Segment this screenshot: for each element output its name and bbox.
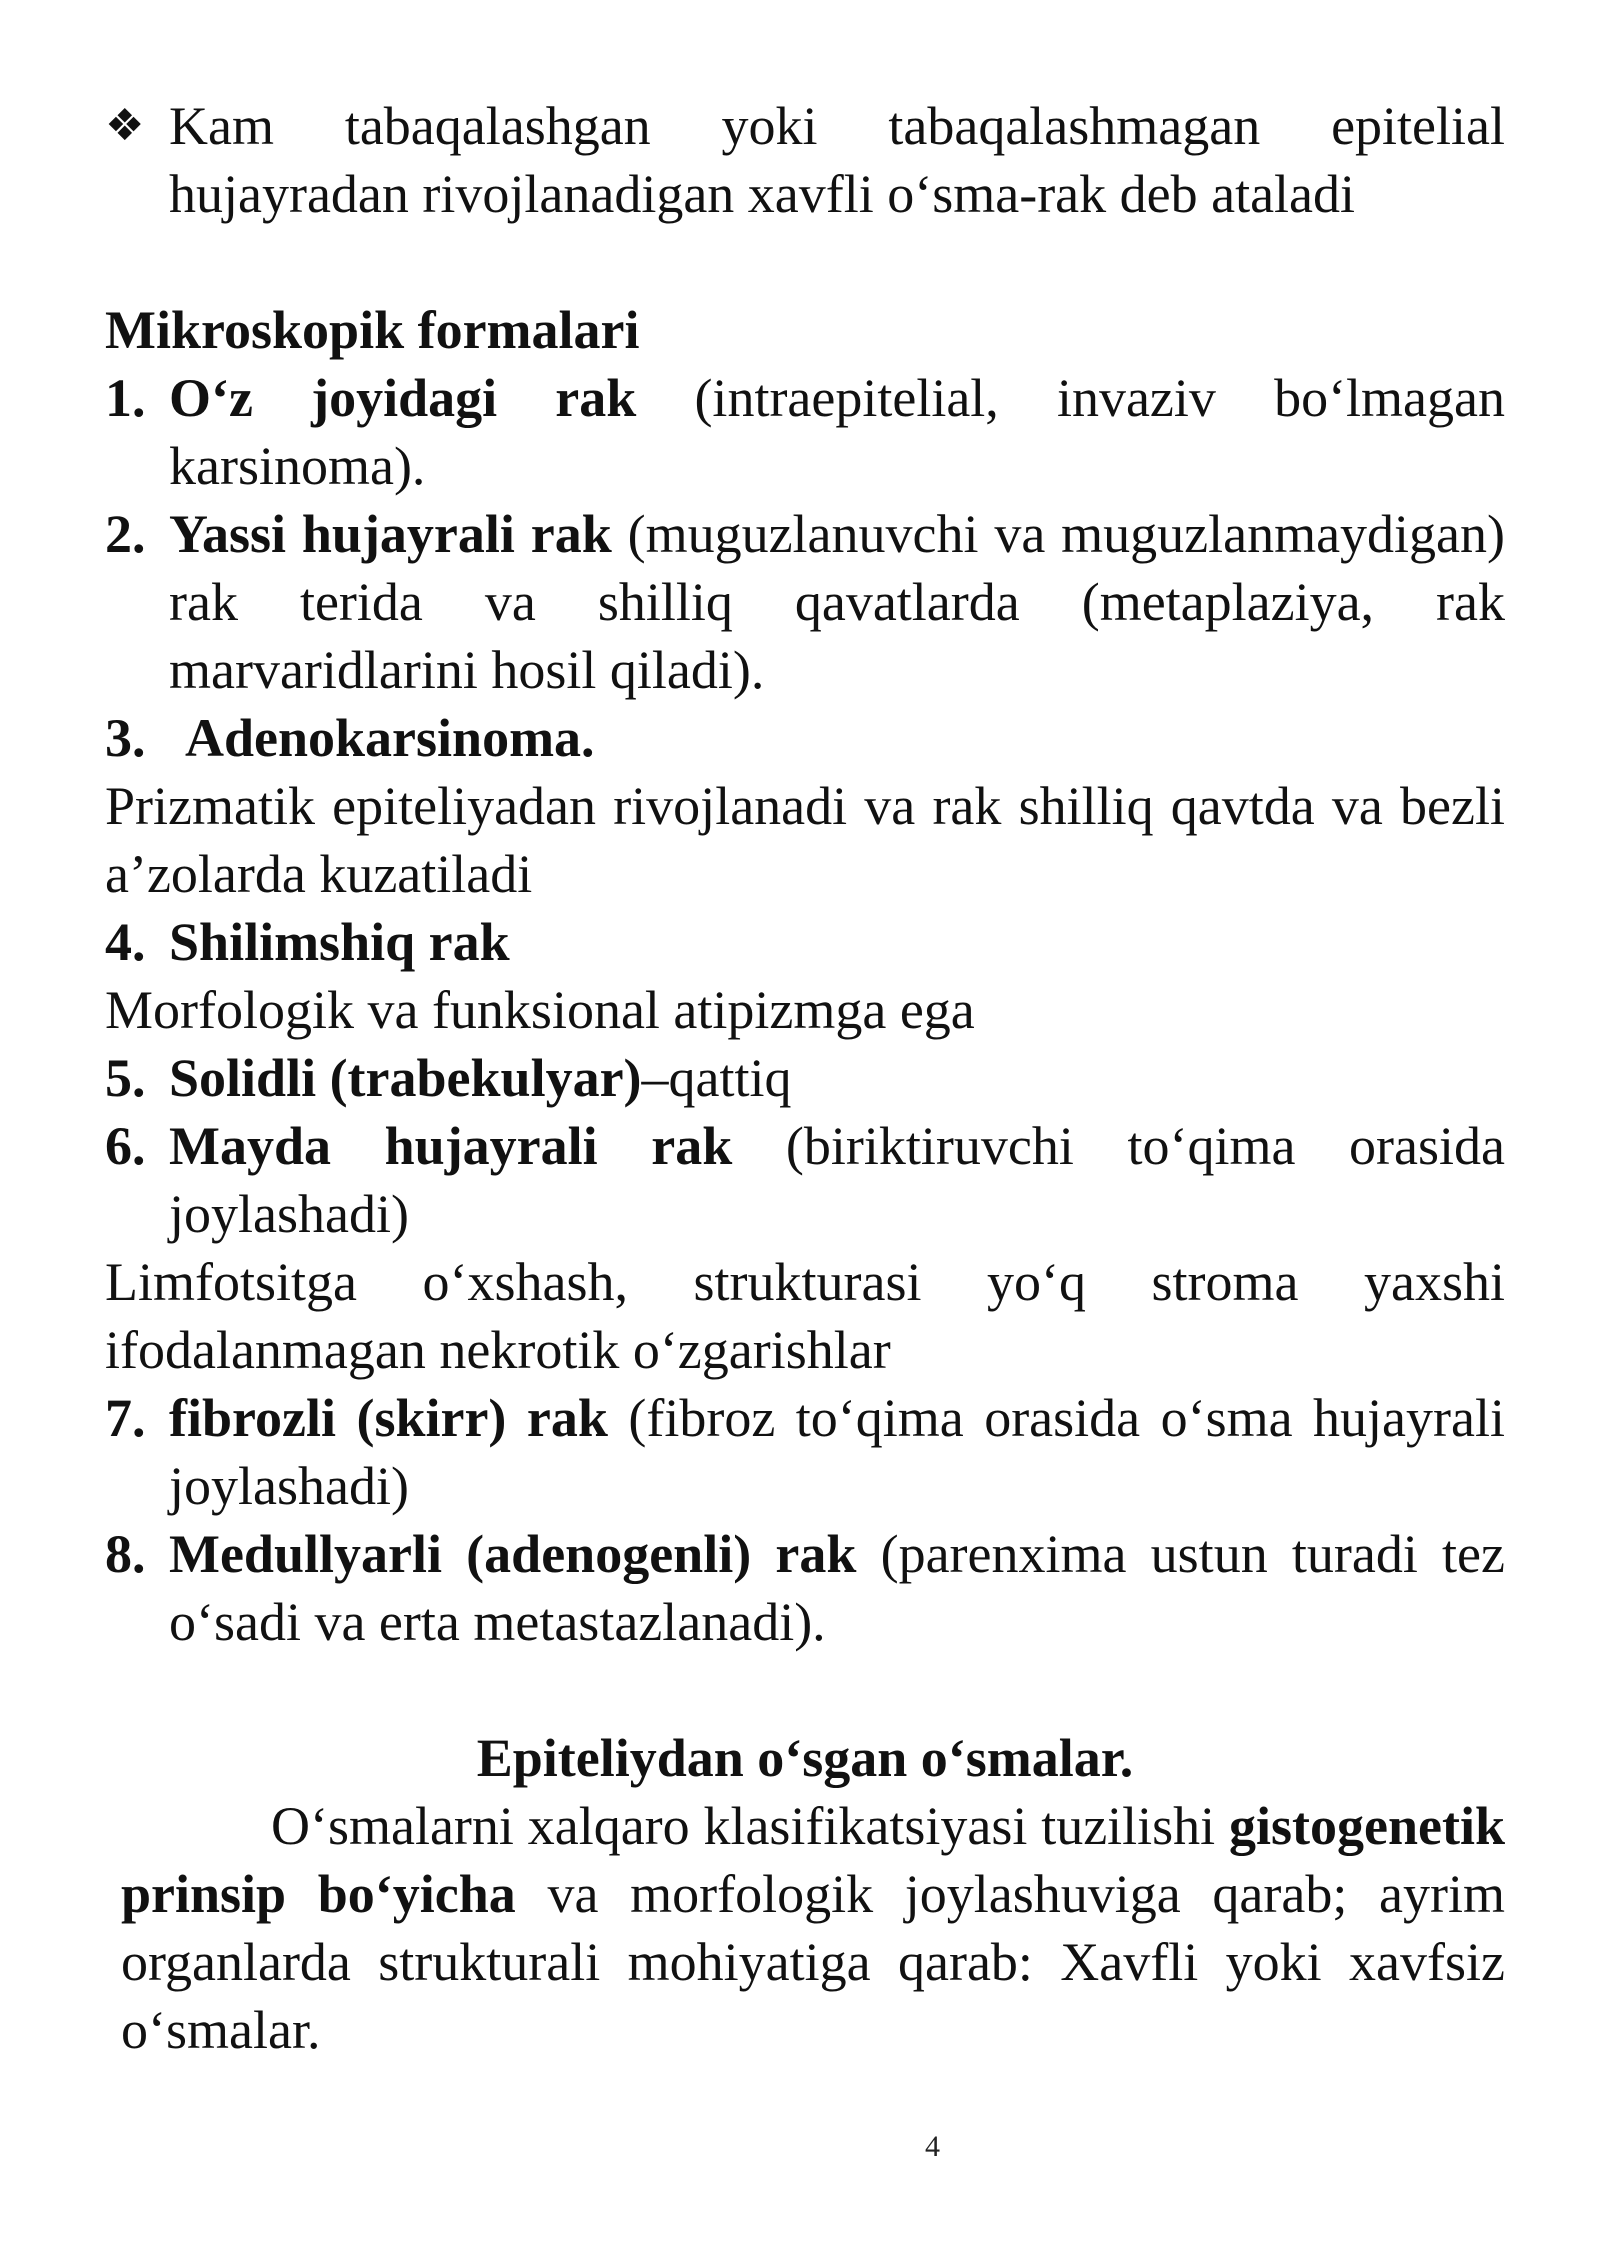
document-page xyxy=(105,92,1505,2064)
item-rest: (intraepitelial, invaziv bo‘lmagan karsinoma). xyxy=(169,368,1505,496)
item-bold: Yassi hujayrali rak xyxy=(169,504,612,564)
item-description: Morfologik va funksional atipizmga ega xyxy=(105,980,975,1040)
item-rest: –qattiq xyxy=(641,1048,792,1108)
item-description: Prizmatik epiteliyadan rivojlanadi va rak shilliq qavtda va bezli a’zolarda kuzatiladi xyxy=(105,776,1505,904)
page-number: 4 xyxy=(925,2130,940,2163)
section-title: Mikroskopik formalari xyxy=(105,300,640,360)
list-item xyxy=(105,500,1505,704)
item-text xyxy=(169,1044,1505,1112)
item-bold: fibrozli (skirr) rak xyxy=(169,1388,608,1448)
paragraph-bold: gistogenetik prinsip bo‘yicha xyxy=(121,1796,1505,1924)
item-rest: (parenxima ustun turadi tez o‘sadi va erta metastazlanadi). xyxy=(169,1524,1505,1652)
item-number: 7. xyxy=(105,1388,146,1448)
item-number: 4. xyxy=(105,912,146,972)
list-item xyxy=(105,1112,1505,1248)
item-text xyxy=(169,1520,1505,1656)
item-rest: (biriktiruvchi to‘qima orasida joylashadi) xyxy=(169,1116,1505,1244)
list-item xyxy=(105,1384,1505,1520)
item-rest: (fibroz to‘qima orasida o‘sma hujayrali joylashadi) xyxy=(169,1388,1505,1516)
item-number: 6. xyxy=(105,1116,146,1176)
spacer xyxy=(105,228,1505,296)
item-description: Limfotsitga o‘xshash, strukturasi yo‘q stroma yaxshi ifodalanmagan nekrotik o‘zgarishlar xyxy=(105,1252,1505,1380)
spacer xyxy=(105,1656,1505,1724)
item-text xyxy=(169,908,1505,976)
item-text xyxy=(169,1384,1505,1520)
item-number: 3. xyxy=(105,708,146,768)
item-text xyxy=(169,364,1505,500)
section-heading: Epiteliydan o‘sgan o‘smalar. xyxy=(476,1728,1134,1788)
item-bold: Medullyarli (adenogenli) rak xyxy=(169,1524,857,1584)
item-bold: Mayda hujayrali rak xyxy=(169,1116,733,1176)
item-bold: Solidli (trabekulyar) xyxy=(169,1048,642,1108)
intro-text: Kam tabaqalashgan yoki tabaqalashmagan epitelial hujayradan rivojlanadigan xavfli o‘sma-rak deb ataladi xyxy=(169,96,1505,224)
item-number: 1. xyxy=(105,368,146,428)
body-paragraph xyxy=(105,1792,1505,2064)
intro-bullet xyxy=(105,92,1505,228)
item-bold: Shilimshiq rak xyxy=(169,912,510,972)
item-number: 5. xyxy=(105,1048,146,1108)
item-bold: O‘z joyidagi rak xyxy=(169,368,637,428)
item-text xyxy=(169,500,1505,704)
item-bold: Adenokarsinoma. xyxy=(185,708,595,768)
paragraph-text-2: va morfologik joylashuviga qarab; ayrim organlarda strukturali mohiyatiga qarab: Xavfli yoki xavfsiz o‘smalar. xyxy=(121,1864,1505,2060)
paragraph-text-1: O‘smalarni xalqaro klasifikatsiyasi tuzilishi xyxy=(271,1796,1229,1856)
item-number: 8. xyxy=(105,1524,146,1584)
item-rest: (muguzlanuvchi va muguzlanmaydigan) rak terida va shilliq qavatlarda (metaplaziya, rak marvaridlarini hosil qiladi). xyxy=(169,504,1505,700)
list-item xyxy=(105,908,1505,976)
item-text xyxy=(185,704,1505,772)
list-item xyxy=(105,704,1505,772)
list-item xyxy=(105,1520,1505,1656)
list-item xyxy=(105,364,1505,500)
item-text xyxy=(169,1112,1505,1248)
item-number: 2. xyxy=(105,504,146,564)
diamond-cluster-icon: ❖ xyxy=(105,100,145,151)
list-item xyxy=(105,1044,1505,1112)
